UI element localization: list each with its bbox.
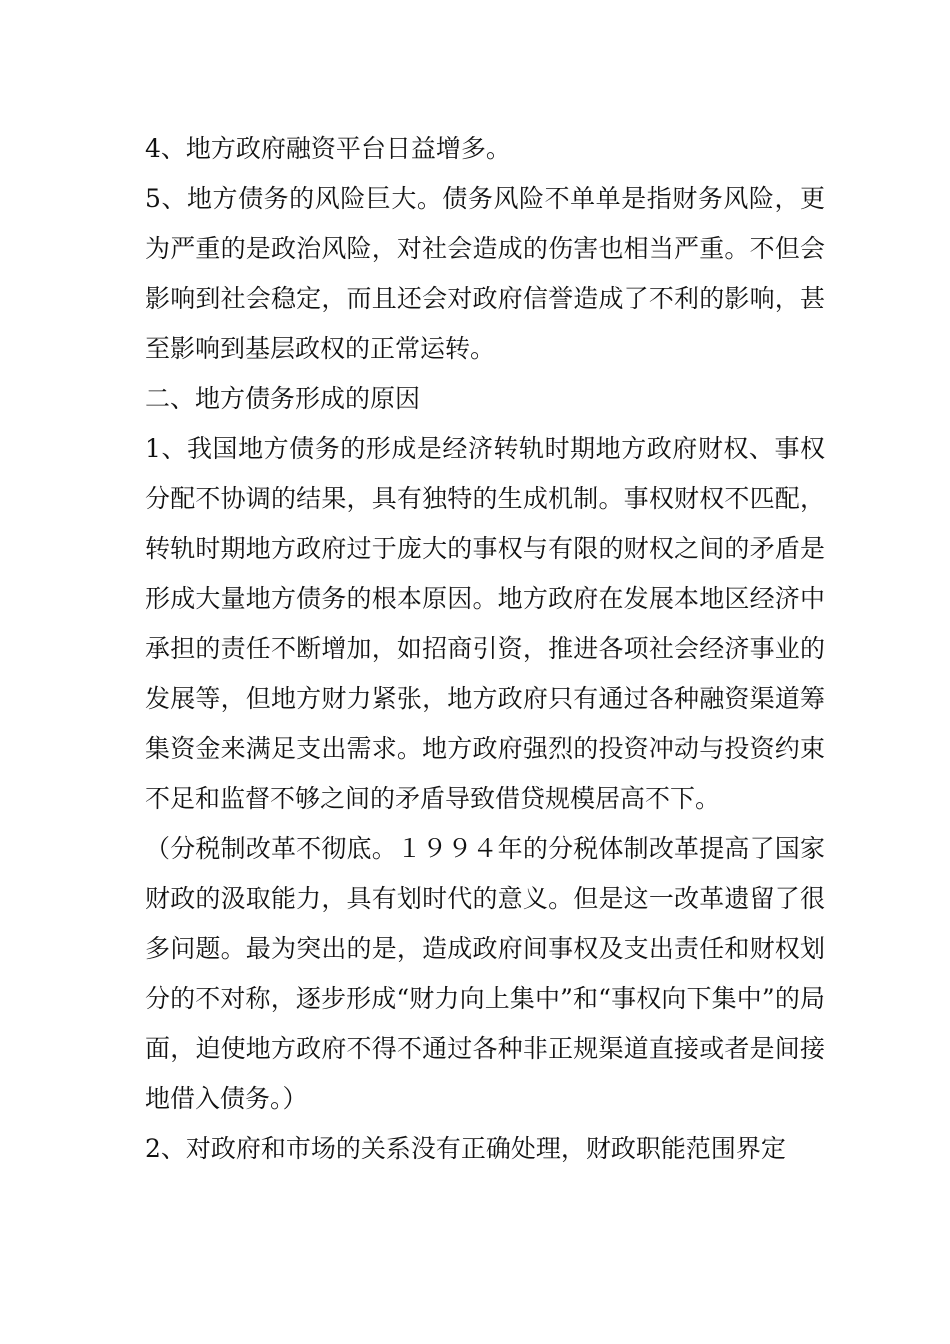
paragraph-debt-risk: 5、地方债务的风险巨大。债务风险不单单是指财务风险，更为严重的是政治风险，对社会造成的伤害也相当严重。不但会影响到社会稳定，而且还会对政府信誉造成了不利的影响，甚至影响到基层政权的正常运转。 bbox=[145, 184, 825, 363]
paragraph-tax-reform: （分税制改革不彻底。１９９４年的分税体制改革提高了国家财政的汲取能力，具有划时代的意义。但是这一改革遗留了很多问题。最为突出的是，造成政府间事权及支出责任和财权划分的不对称，逐步形成“财力向上集中”和“事权向下集中”的局面，迫使地方政府不得不通过各种非正规渠道直接或者是间接地借入债务。） bbox=[145, 834, 825, 1113]
section-heading-causes: 二、地方债务形成的原因 bbox=[145, 384, 421, 413]
paragraph-cause-1: 1、我国地方债务的形成是经济转轨时期地方政府财权、事权分配不协调的结果，具有独特的生成机制。事权财权不匹配，转轨时期地方政府过于庞大的事权与有限的财权之间的矛盾是形成大量地方债务的根本原因。地方政府在发展本地区经济中承担的责任不断增加，如招商引资，推进各项社会经济事业的发展等，但地方财力紧张，地方政府只有通过各种融资渠道筹集资金来满足支出需求。地方政府强烈的投资冲动与投资约束不足和监督不够之间的矛盾导致借贷规模居高不下。 bbox=[145, 434, 825, 813]
paragraph-cause-2: 2、对政府和市场的关系没有正确处理，财政职能范围界定 bbox=[145, 1134, 786, 1163]
document-body bbox=[145, 124, 825, 1174]
paragraph-platforms: 4、地方政府融资平台日益增多。 bbox=[145, 134, 511, 163]
